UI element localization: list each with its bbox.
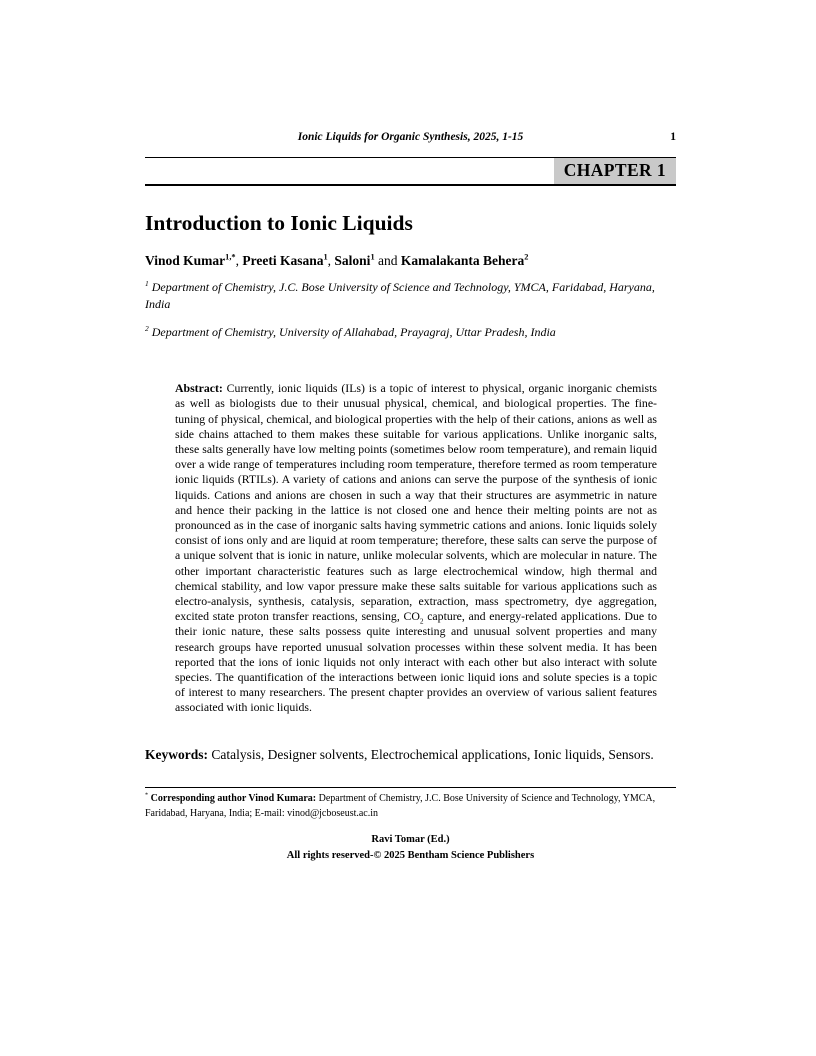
running-head — [145, 131, 676, 146]
author-separator: , — [235, 253, 243, 268]
footnote-divider — [145, 787, 676, 788]
abstract-label: Abstract: — [175, 381, 223, 396]
footnote-marker: * — [145, 791, 149, 799]
footer-editor: Ravi Tomar (Ed.) — [371, 834, 450, 846]
corresponding-author-note — [145, 792, 676, 821]
page-number: 1 — [670, 131, 676, 143]
author-superscript: 1 — [370, 252, 375, 262]
keywords — [145, 745, 676, 765]
author-superscript: 2 — [524, 252, 529, 262]
chapter-banner — [145, 157, 676, 186]
affiliation-text: Department of Chemistry, University of Allahabad, Prayagraj, Uttar Pradesh, India — [148, 324, 556, 339]
author-separator: , — [327, 253, 335, 268]
co2-subscript: 2 — [419, 616, 424, 626]
author-conjunction: and — [374, 253, 401, 268]
author-superscript: 1,* — [225, 252, 236, 262]
affiliation-text: Department of Chemistry, J.C. Bose University of Science and Technology, YMCA, Faridabad, Haryana, India — [145, 280, 655, 312]
page-title: Introduction to Ionic Liquids — [145, 211, 413, 235]
imprint — [145, 832, 676, 865]
chapter-label: CHAPTER 1 — [554, 158, 676, 184]
author-name: Preeti Kasana — [242, 253, 324, 268]
keywords-label: Keywords: — [145, 746, 208, 762]
footnote-text: Department of Chemistry, J.C. Bose University of Science and Technology, YMCA, Faridabad, Haryana, India; E-mail: vinod@jcboseust.ac.in — [145, 793, 656, 819]
author-name: Saloni — [334, 253, 371, 268]
affiliation-superscript: 1 — [145, 279, 149, 288]
affiliation-2 — [145, 324, 676, 341]
abstract-text: Currently, ionic liquids (ILs) is a topic of interest to physical, organic inorganic chemists as well as biologists due to their unusual physical, chemical, and biological properties. The fine-tuning of physical, chemical, and biological properties with the help of their cations, anions as well as side chains attached to them makes these suitable for various applications. Unlike inorganic salts, these salts generally have low melting points (sometimes below room temperature), and remain liquid over a wide range of temperatures including room temperature, therefore termed as room temperature ionic liquids (RTILs). A variety of cations and anions can serve the purpose of the synthesis of ionic liquids. Cations and anions are chosen in such a way that their structures are asymmetric in nature and hence their packing in the lattice is not closed one and hence their melting points are not as pronounced as in the case of inorganic salts having symmetric cations and anions. Ionic liquids solely consist of ions only and are liquid at room temperature; therefore, these salts can serve the purpose of a unique solvent that is ionic in nature, unlike molecular solvents, which are molecular in nature. The other important characteristic features such as large electrochemical window, high thermal and chemical stability, and low vapor pressure make these salts suitable for various applications such as electro-analysis, synthesis, catalysis, separation, extraction, mass spectrometry, dye aggregation, excited state proton transfer reactions, sensing, CO — [175, 381, 657, 624]
keywords-text: Catalysis, Designer solvents, Electrochemical applications, Ionic liquids, Sensors. — [208, 746, 654, 762]
author-superscript: 1 — [323, 252, 328, 262]
authors-line — [145, 253, 676, 269]
page-content — [145, 131, 676, 865]
abstract-text: capture, and energy-related applications. Due to their ionic nature, these salts possess quite interesting and unusual solvent properties and many research groups have reported unusual solvation processes within these solvent media. It has been reported that the ions of ionic liquids not only interact with each other but also interact with solute species. The quantification of the interactions between ionic liquid ions and solute species is a topic of interest to many researchers. The present chapter provides an overview of various salient features associated with ionic liquids. — [175, 609, 657, 715]
author-name: Kamalakanta Behera — [400, 253, 525, 268]
affiliation-1 — [145, 279, 676, 314]
footnote-label: Corresponding author Vinod Kumara: — [148, 793, 317, 805]
author-name: Vinod Kumar — [145, 253, 226, 268]
abstract — [175, 381, 657, 715]
footer-rights: All rights reserved-© 2025 Bentham Science Publishers — [286, 850, 535, 862]
running-head-title: Ionic Liquids for Organic Synthesis, 2025, 1-15 — [297, 131, 524, 143]
affiliation-superscript: 2 — [145, 323, 149, 333]
